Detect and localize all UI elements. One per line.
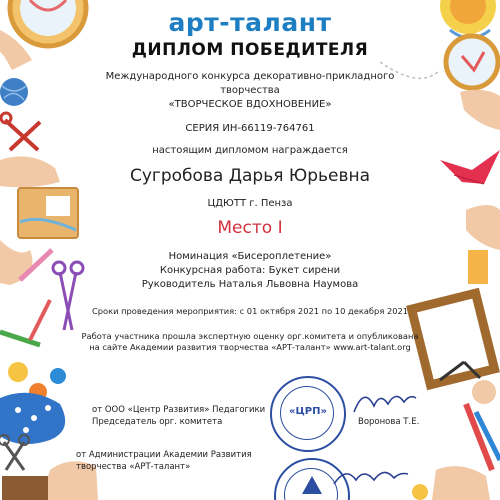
signature-block-2-org: от Администрации Академии Развития — [76, 450, 252, 460]
signature-block-2-role: творчества «АРТ-талант» — [76, 462, 191, 472]
signature-block-1-org: от ООО «Центр Развития» Педагогики — [92, 405, 266, 415]
recipient-name: Сугробова Дарья Юрьевна — [129, 166, 371, 186]
awarded-text: настоящим дипломом награждается — [152, 145, 348, 156]
nomination: Номинация «Бисероплетение» — [168, 251, 332, 262]
organization-seal — [270, 376, 346, 452]
seal-text: «ЦРП» — [289, 406, 327, 417]
note-line-1: Работа участника прошла экспертную оценку орг.комитета и опубликована — [81, 331, 419, 341]
diploma-title: ДИПЛОМ ПОБЕДИТЕЛЯ — [131, 40, 369, 60]
work-title: Конкурсная работа: Букет сирени — [159, 265, 341, 276]
brand-logo-text: арт-талант — [168, 8, 332, 37]
event-dates: Сроки проведения мероприятия: с 01 октября 2021 по 10 декабря 2021 — [91, 306, 409, 316]
contest-line-2: творчества — [220, 85, 280, 96]
contest-line-1: Международного конкурса декоративно-прикладного — [105, 71, 395, 82]
organization: ЦДЮТТ г. Пенза — [207, 198, 293, 209]
supervisor: Руководитель Наталья Львовна Наумова — [141, 279, 359, 290]
signature-1-scribble — [350, 384, 420, 418]
contest-name: «ТВОРЧЕСКОЕ ВДОХНОВЕНИЕ» — [168, 99, 332, 110]
signature-block-1-name: Воронова Т.Е. — [358, 417, 420, 427]
signature-2-scribble — [330, 462, 410, 492]
place-award: Место I — [217, 218, 283, 238]
signature-block-1-role: Председатель орг. комитета — [92, 417, 223, 427]
academy-seal-emblem-icon — [300, 474, 324, 496]
series-number: СЕРИЯ ИН-66119-764761 — [185, 123, 315, 134]
note-line-2: на сайте Академии развития творчества «АРТ-талант» www.art-talant.org — [89, 342, 411, 352]
